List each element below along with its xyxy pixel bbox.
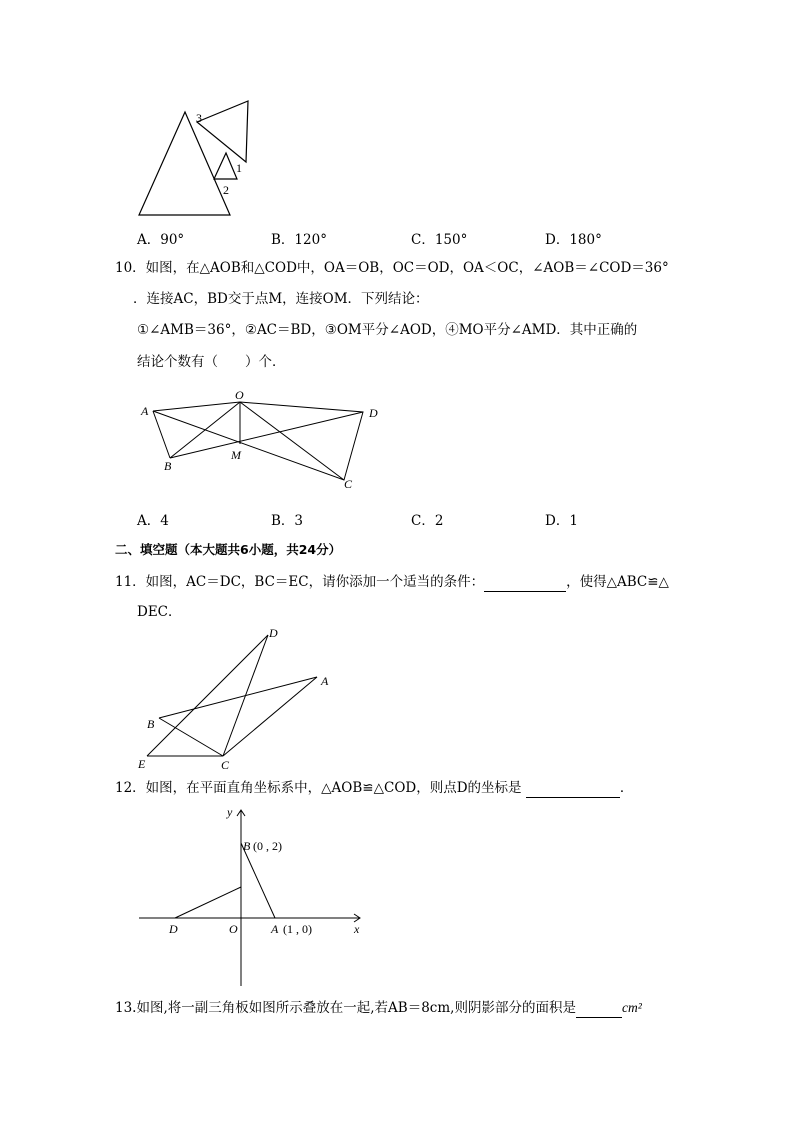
- q13-answer-blank[interactable]: [576, 1003, 622, 1018]
- q10-label-a: A: [141, 404, 149, 418]
- q12-text-pre: 12．如图，在平面直角坐标系中，△AOB≌△COD，则点D的坐标是: [115, 780, 522, 796]
- q11-answer-blank[interactable]: [484, 577, 566, 592]
- q12-segment-dc: [175, 887, 241, 918]
- q13-line-1: [115, 998, 642, 1018]
- q11-text-post: ，使得△ABC≌△: [566, 574, 669, 590]
- q11-text-pre: 11．如图，AC＝DC，BC＝EC，请你添加一个适当的条件：: [115, 574, 485, 590]
- q10-label-o: O: [235, 388, 244, 402]
- q12-label-x: x: [354, 922, 360, 936]
- q12-label-o: O: [229, 922, 238, 936]
- q10-label-m: M: [231, 448, 241, 462]
- q11-line-1: [115, 572, 669, 592]
- q13-unit: cm²: [621, 1000, 642, 1015]
- q12-label-d: D: [169, 922, 178, 936]
- q10-line-1: 10．如图，在△AOB和△COD中，OA＝OB，OC＝OD，OA＜OC，∠AOB＝∠COD＝36°: [115, 260, 669, 276]
- q10-line-3: ①∠AMB＝36°，②AC＝BD，③OM平分∠AOD，④MO平分∠AMD．其中正确的: [137, 322, 638, 338]
- q12-answer-blank[interactable]: [526, 783, 620, 798]
- q9-figure: [130, 95, 260, 220]
- q11-label-b: B: [147, 717, 155, 731]
- q9-label-1: 1: [236, 161, 242, 175]
- q12-text-post: ．: [619, 780, 634, 796]
- q9-upper-triangle: [197, 101, 248, 162]
- q10-line-4: 结论个数有（ ）个．: [137, 354, 286, 370]
- q12-label-b: B: [243, 839, 251, 853]
- q12-segment-ba: [241, 843, 275, 918]
- q10-option-b: B．3: [271, 513, 304, 529]
- q12-label-y: y: [227, 805, 233, 819]
- section-2-heading: 二、填空题（本大题共6小题，共24分）: [115, 542, 342, 557]
- q9-large-triangle: [139, 112, 230, 215]
- q12-label-b-coord: (0 , 2): [253, 839, 282, 853]
- q11-segment-ed: [147, 635, 268, 756]
- q10-label-c: C: [344, 477, 353, 491]
- q11-figure: [135, 622, 340, 774]
- q10-option-d: D．1: [545, 513, 578, 529]
- q11-line-2: DEC．: [137, 604, 182, 620]
- q11-label-d: D: [269, 626, 278, 640]
- q10-option-a: A．4: [137, 513, 169, 529]
- q9-option-a: A．90°: [137, 232, 185, 248]
- q10-line-2: ．连接AC，BD交于点M，连接OM．下列结论：: [133, 291, 429, 307]
- q10-option-c: C．2: [411, 513, 444, 529]
- q10-outline: [153, 402, 363, 480]
- q12-label-a-coord: (1 , 0): [283, 922, 312, 936]
- q9-option-d: D．180°: [545, 232, 602, 248]
- q10-label-b: B: [164, 459, 172, 473]
- q13-text-pre: 13.如图,将一副三角板如图所示叠放在一起,若AB＝8cm,则阴影部分的面积是: [115, 1000, 576, 1016]
- q10-segment-oc: [240, 402, 344, 480]
- q10-label-d: D: [369, 406, 378, 420]
- q10-segment-ab: [153, 411, 170, 458]
- q11-label-e: E: [138, 757, 146, 771]
- q12-figure: [135, 800, 370, 990]
- q11-label-a: A: [321, 674, 329, 688]
- q12-line-1: [115, 778, 633, 798]
- q9-label-3: 3: [196, 111, 202, 125]
- q9-option-c: C．150°: [411, 232, 468, 248]
- q11-segment-bc: [159, 718, 223, 756]
- q9-label-2: 2: [223, 183, 229, 197]
- q11-label-c: C: [221, 758, 230, 772]
- q9-small-triangle: [214, 153, 237, 179]
- q12-label-a: A: [271, 922, 279, 936]
- q10-figure: [135, 385, 395, 495]
- q9-option-b: B．120°: [271, 232, 327, 248]
